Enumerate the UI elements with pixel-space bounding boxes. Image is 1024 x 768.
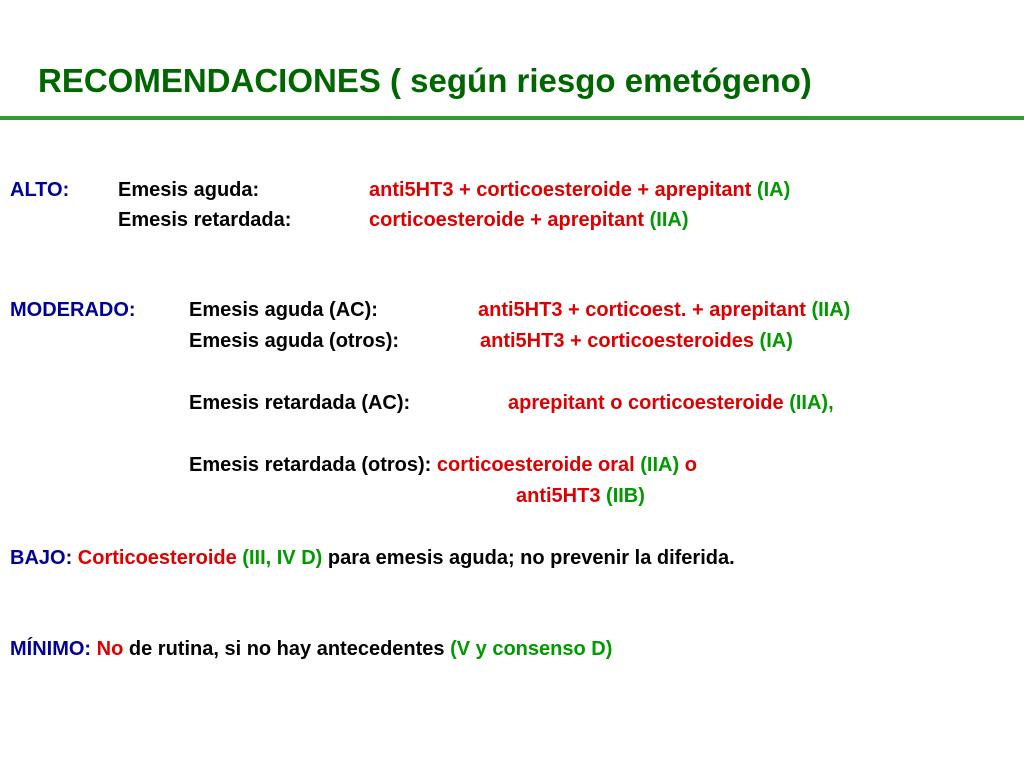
moderado-retardada-ac-rec: aprepitant o corticoesteroide [508, 392, 784, 414]
moderado-aguda-otros-rec-row [480, 329, 793, 353]
moderado-retardada-ac-label: Emesis retardada (AC): [189, 392, 411, 414]
minimo-label: MÍNIMO: [10, 638, 92, 660]
moderado-label: MODERADO: [10, 299, 136, 321]
moderado-retardada-otros-label: Emesis retardada (otros): [189, 454, 432, 476]
moderado-retardada-otros-conj: o [684, 454, 697, 476]
alto-aguda-level: (IA) [756, 179, 791, 201]
alto-retardada-rec: corticoesteroide + aprepitant [369, 209, 645, 231]
alto-retardada-row [118, 208, 291, 232]
moderado-retardada-otros-rec: corticoesteroide oral [436, 454, 635, 476]
bajo-rec: Corticoesteroide [77, 547, 237, 569]
alto-aguda-rec-row [369, 178, 790, 202]
minimo-rec: No [96, 638, 124, 660]
moderado-retardada-otros-alt-row [516, 484, 645, 508]
moderado-aguda-otros-level: (IA) [759, 330, 793, 352]
moderado-aguda-ac-rec-row [478, 298, 850, 322]
minimo-level: (V y consenso D) [450, 638, 613, 660]
moderado-section [10, 298, 136, 322]
bajo-level: (III, IV D) [242, 547, 323, 569]
moderado-aguda-otros-rec: anti5HT3 + corticoesteroides [480, 330, 754, 352]
moderado-retardada-ac-rec-row [508, 391, 834, 415]
alto-aguda-rec: anti5HT3 + corticoesteroide + aprepitant [369, 179, 752, 201]
minimo-section [10, 637, 612, 661]
alto-retardada-rec-row [369, 208, 689, 232]
bajo-label: BAJO: [10, 547, 73, 569]
moderado-retardada-otros-level2: (IIB) [606, 485, 645, 507]
alto-retardada-level: (IIA) [649, 209, 689, 231]
minimo-text: de rutina, si no hay antecedentes [128, 638, 445, 660]
moderado-aguda-ac-label: Emesis aguda (AC): [189, 299, 378, 321]
moderado-aguda-otros-label: Emesis aguda (otros): [189, 330, 400, 352]
alto-section [10, 178, 69, 202]
moderado-retardada-ac-row [189, 391, 410, 415]
moderado-aguda-ac-level: (IIA) [811, 299, 851, 321]
alto-retardada-label: Emesis retardada: [118, 209, 292, 231]
moderado-aguda-otros-row [189, 329, 399, 353]
alto-label: ALTO: [10, 179, 70, 201]
moderado-retardada-otros-row [189, 453, 697, 477]
alto-aguda-label: Emesis aguda: [118, 179, 260, 201]
moderado-aguda-ac-rec: anti5HT3 + corticoest. + aprepitant [478, 299, 806, 321]
moderado-retardada-ac-level: (IIA), [789, 392, 834, 414]
bajo-section [10, 546, 735, 570]
title-divider [0, 116, 1024, 120]
alto-aguda-row [118, 178, 259, 202]
moderado-retardada-otros-rec2: anti5HT3 [516, 485, 601, 507]
bajo-text: para emesis aguda; no prevenir la diferida. [327, 547, 735, 569]
moderado-aguda-ac-row [189, 298, 378, 322]
page-title: RECOMENDACIONES ( según riesgo emetógeno) [38, 62, 812, 99]
moderado-retardada-otros-level: (IIA) [640, 454, 680, 476]
